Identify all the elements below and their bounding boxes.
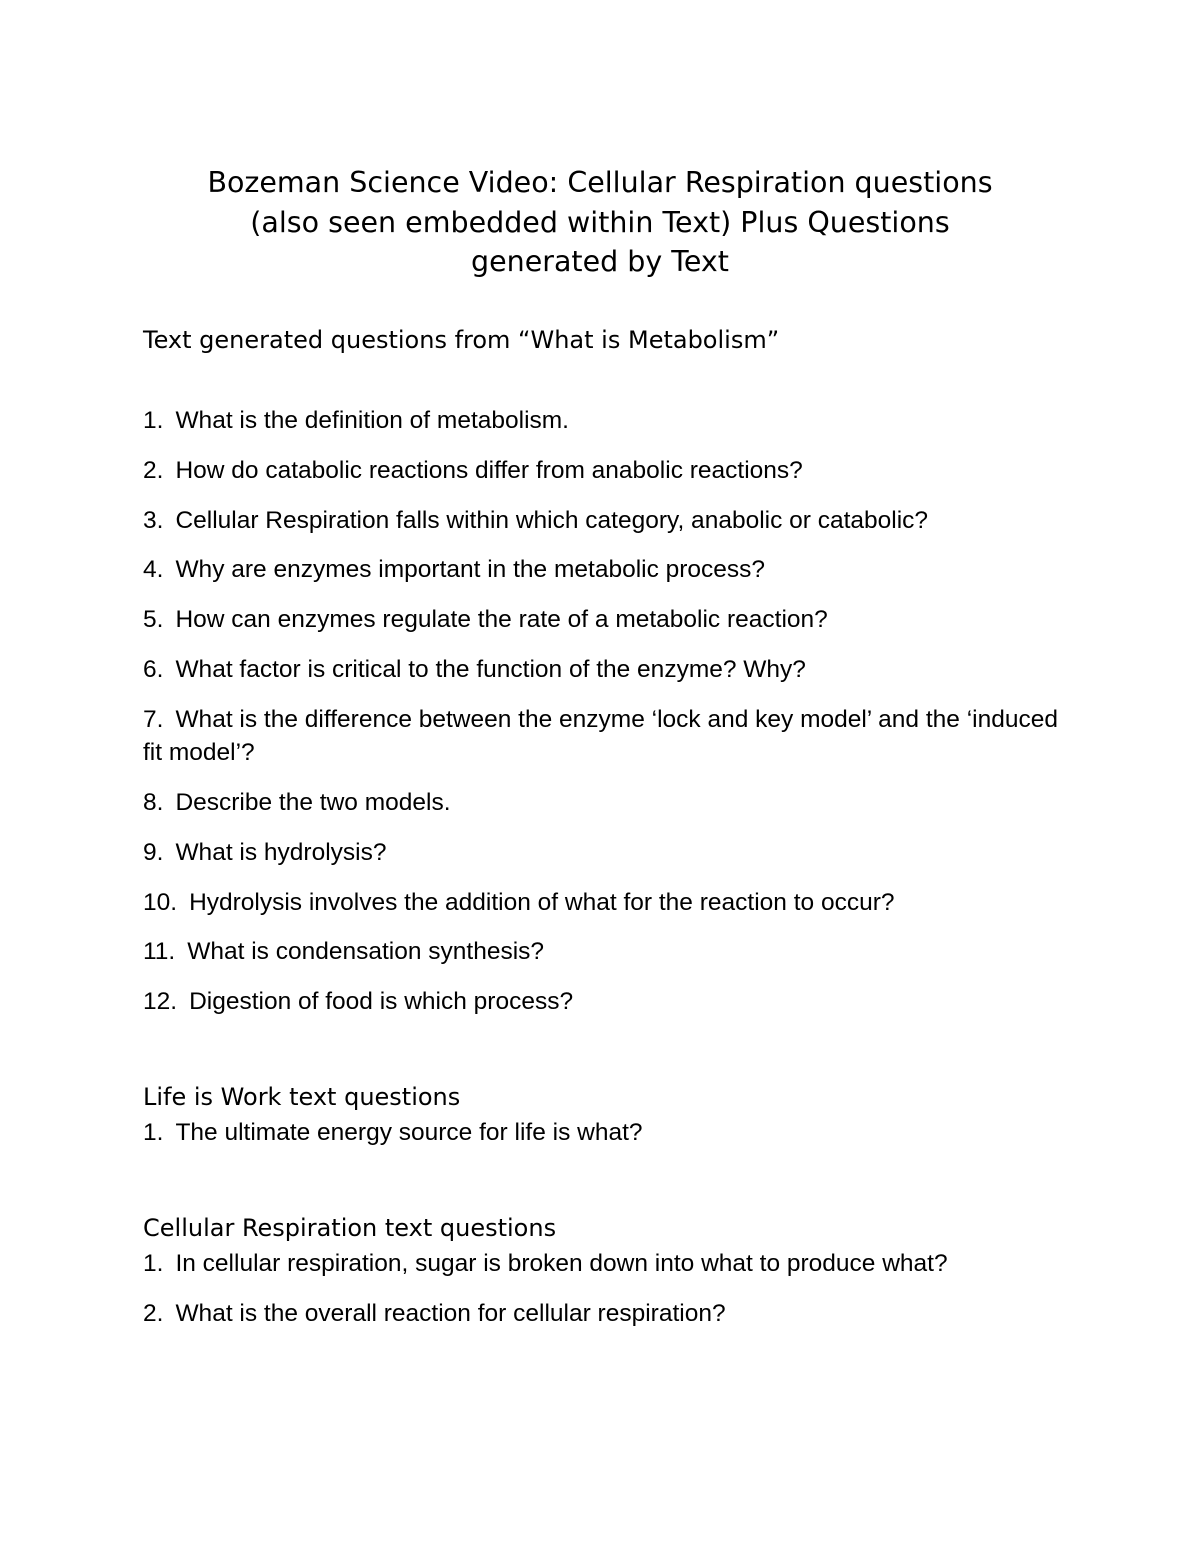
question-number: 11. bbox=[143, 938, 176, 965]
question-number: 3. bbox=[143, 507, 164, 534]
question-text: What is hydrolysis? bbox=[175, 839, 387, 866]
question-number: 6. bbox=[143, 656, 164, 683]
document-title bbox=[100, 163, 1100, 282]
question-number: 1. bbox=[143, 1250, 164, 1277]
question-text: Cellular Respiration falls within which category, anabolic or catabolic? bbox=[175, 507, 929, 534]
question-number: 9. bbox=[143, 839, 164, 866]
question-item bbox=[143, 454, 803, 487]
question-number: 2. bbox=[143, 1300, 164, 1327]
section-heading-metabolism: Text generated questions from “What is Metabolism” bbox=[143, 326, 780, 354]
question-number: 4. bbox=[143, 556, 164, 583]
title-line: Bozeman Science Video: Cellular Respiration questions bbox=[207, 166, 993, 199]
question-text: How can enzymes regulate the rate of a metabolic reaction? bbox=[175, 606, 828, 633]
question-item bbox=[143, 553, 765, 586]
question-text: What is condensation synthesis? bbox=[187, 938, 545, 965]
question-number: 1. bbox=[143, 1119, 164, 1146]
question-text: What factor is critical to the function of the enzyme? Why? bbox=[175, 656, 806, 683]
question-text: Why are enzymes important in the metabolic process? bbox=[175, 556, 766, 583]
question-item bbox=[143, 653, 806, 686]
question-number: 1. bbox=[143, 407, 164, 434]
question-item bbox=[143, 404, 569, 437]
question-item bbox=[143, 836, 386, 869]
question-text: What is the difference between the enzyme ‘lock and key model’ and the ‘induced fit model’? bbox=[143, 706, 1058, 766]
question-item bbox=[143, 1247, 948, 1280]
section-heading-cellular-respiration: Cellular Respiration text questions bbox=[143, 1214, 557, 1242]
title-line: generated by Text bbox=[471, 245, 729, 278]
question-text: How do catabolic reactions differ from anabolic reactions? bbox=[175, 457, 803, 484]
question-text: What is the overall reaction for cellular respiration? bbox=[175, 1300, 726, 1327]
question-text: What is the definition of metabolism. bbox=[175, 407, 569, 434]
question-item bbox=[143, 985, 573, 1018]
question-number: 10. bbox=[143, 889, 178, 916]
question-item bbox=[143, 504, 928, 537]
question-item bbox=[143, 886, 894, 919]
question-number: 7. bbox=[143, 706, 164, 733]
question-number: 2. bbox=[143, 457, 164, 484]
question-text: Digestion of food is which process? bbox=[189, 988, 574, 1015]
question-number: 12. bbox=[143, 988, 178, 1015]
question-item bbox=[143, 1297, 726, 1330]
question-text: Describe the two models. bbox=[175, 789, 451, 816]
question-item bbox=[143, 603, 828, 636]
question-number: 8. bbox=[143, 789, 164, 816]
question-text: Hydrolysis involves the addition of what for the reaction to occur? bbox=[189, 889, 895, 916]
question-item bbox=[143, 703, 1073, 769]
question-text: The ultimate energy source for life is what? bbox=[175, 1119, 643, 1146]
question-text: In cellular respiration, sugar is broken down into what to produce what? bbox=[175, 1250, 948, 1277]
question-item bbox=[143, 1116, 643, 1149]
question-item bbox=[143, 786, 451, 819]
title-line: (also seen embedded within Text) Plus Questions bbox=[250, 205, 950, 239]
question-item bbox=[143, 935, 544, 968]
question-number: 5. bbox=[143, 606, 164, 633]
section-heading-life-is-work: Life is Work text questions bbox=[143, 1083, 461, 1111]
